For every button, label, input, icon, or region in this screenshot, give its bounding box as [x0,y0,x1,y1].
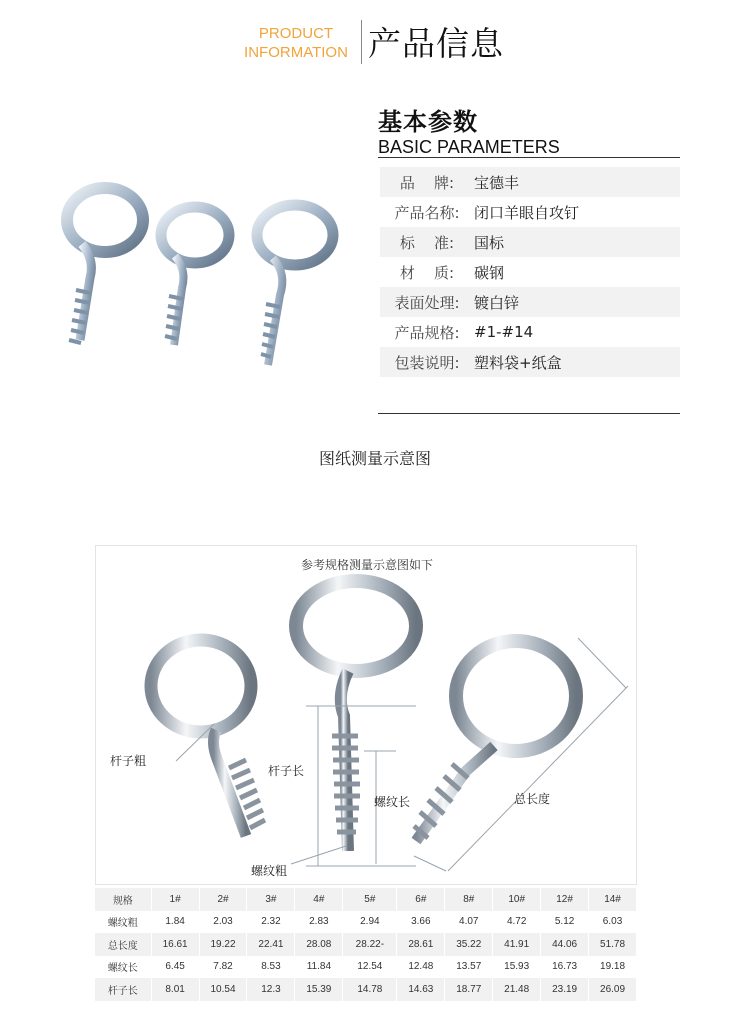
table-cell: 28.61 [397,933,445,956]
table-cell: 杆子长 [95,978,151,1001]
spec-table [95,888,637,1001]
param-value: #1-#14 [474,323,534,341]
table-cell: 2.03 [199,911,247,934]
measurement-diagram [95,545,637,885]
spec-header-cell: 5# [343,888,397,911]
table-cell: 6.03 [589,911,637,934]
product-photo [40,160,350,390]
param-key: 材 质: [399,263,455,282]
param-row-surface [380,287,680,317]
table-cell: 总长度 [95,933,151,956]
table-cell: 28.22- [343,933,397,956]
spec-header-cell: 规格 [95,888,151,911]
param-row-material [380,257,680,287]
table-cell: 22.41 [247,933,295,956]
label-shank-thickness: 杆子粗 [110,754,147,768]
table-cell: 19.18 [589,956,637,979]
table-row [95,911,637,934]
param-value: 镀白锌 [474,293,520,312]
param-value: 塑料袋+纸盒 [474,353,562,372]
table-cell: 16.73 [541,956,589,979]
table-cell: 螺纹长 [95,956,151,979]
table-cell: 14.63 [397,978,445,1001]
table-cell: 44.06 [541,933,589,956]
table-row [95,956,637,979]
table-cell: 15.39 [295,978,343,1001]
diagram-screw-right [414,641,576,841]
table-cell: 51.78 [589,933,637,956]
spec-header-cell: 2# [199,888,247,911]
table-cell: 16.61 [151,933,199,956]
label-total-length: 总长度 [514,792,551,806]
spec-header-cell: 4# [295,888,343,911]
table-row [95,978,637,1001]
spec-header-cell: 12# [541,888,589,911]
table-cell: 8.53 [247,956,295,979]
table-cell: 35.22 [445,933,493,956]
table-cell: 8.01 [151,978,199,1001]
eye-screw-2 [161,207,229,345]
header-divider [361,20,362,64]
header-en-line1: PRODUCT [258,25,334,42]
table-cell: 2.32 [247,911,295,934]
table-cell: 41.91 [493,933,541,956]
basic-params-bottom-rule [378,413,680,414]
diagram-drawing [96,546,636,884]
diagram-screw-left [151,640,265,836]
param-row-standard [380,227,680,257]
table-cell: 7.82 [199,956,247,979]
table-cell: 5.12 [541,911,589,934]
table-cell: 2.83 [295,911,343,934]
param-key: 产品规格: [394,323,460,342]
spec-header-cell: 3# [247,888,295,911]
label-thread-thickness: 螺纹粗 [251,864,288,878]
spec-header-cell: 8# [445,888,493,911]
table-cell: 26.09 [589,978,637,1001]
table-cell: 12.54 [343,956,397,979]
header-cn-title: 产品信息 [368,24,504,63]
table-cell: 11.84 [295,956,343,979]
table-cell: 10.54 [199,978,247,1001]
param-row-spec [380,317,680,347]
param-key: 标 准: [399,233,455,252]
table-cell: 18.77 [445,978,493,1001]
table-cell: 12.3 [247,978,295,1001]
spec-header-cell: 14# [589,888,637,911]
param-key: 品 牌: [399,173,455,192]
basic-params-list [380,167,680,377]
label-shank-length: 杆子长 [268,764,305,778]
basic-params-top-rule [378,157,680,158]
param-row-packaging [380,347,680,377]
param-value: 碳钢 [474,263,505,282]
diagram-caption: 图纸测量示意图 [318,449,431,468]
table-cell: 螺纹粗 [95,911,151,934]
table-cell: 3.66 [397,911,445,934]
table-cell: 15.93 [493,956,541,979]
table-cell: 13.57 [445,956,493,979]
diagram-screw-middle [296,581,416,851]
table-cell: 4.07 [445,911,493,934]
spec-header-cell: 6# [397,888,445,911]
basic-params-title-en: BASIC PARAMETERS [378,137,560,157]
eye-screw-3 [257,205,333,365]
eye-screw-1 [67,188,143,343]
spec-header-cell: 1# [151,888,199,911]
param-value: 宝德丰 [474,173,520,192]
table-cell: 21.48 [493,978,541,1001]
header-en-title [236,24,356,62]
table-cell: 28.08 [295,933,343,956]
header-en-line2: INFORMATION [244,44,348,61]
param-key: 产品名称: [394,203,460,222]
table-row [95,933,637,956]
label-thread-length: 螺纹长 [374,795,411,809]
spec-table-header [95,888,637,911]
param-key: 包装说明: [394,353,460,372]
table-cell: 14.78 [343,978,397,1001]
spec-header-cell: 10# [493,888,541,911]
param-value: 闭口羊眼自攻钉 [474,203,580,222]
table-cell: 2.94 [343,911,397,934]
param-key: 表面处理: [394,293,460,312]
table-cell: 19.22 [199,933,247,956]
table-cell: 23.19 [541,978,589,1001]
param-value: 国标 [474,233,505,252]
table-cell: 4.72 [493,911,541,934]
table-cell: 1.84 [151,911,199,934]
table-cell: 6.45 [151,956,199,979]
basic-params-title-cn: 基本参数 [378,108,478,136]
param-row-product-name [380,197,680,227]
diagram-panel-title: 参考规格测量示意图如下 [300,558,433,572]
table-cell: 12.48 [397,956,445,979]
param-row-brand [380,167,680,197]
